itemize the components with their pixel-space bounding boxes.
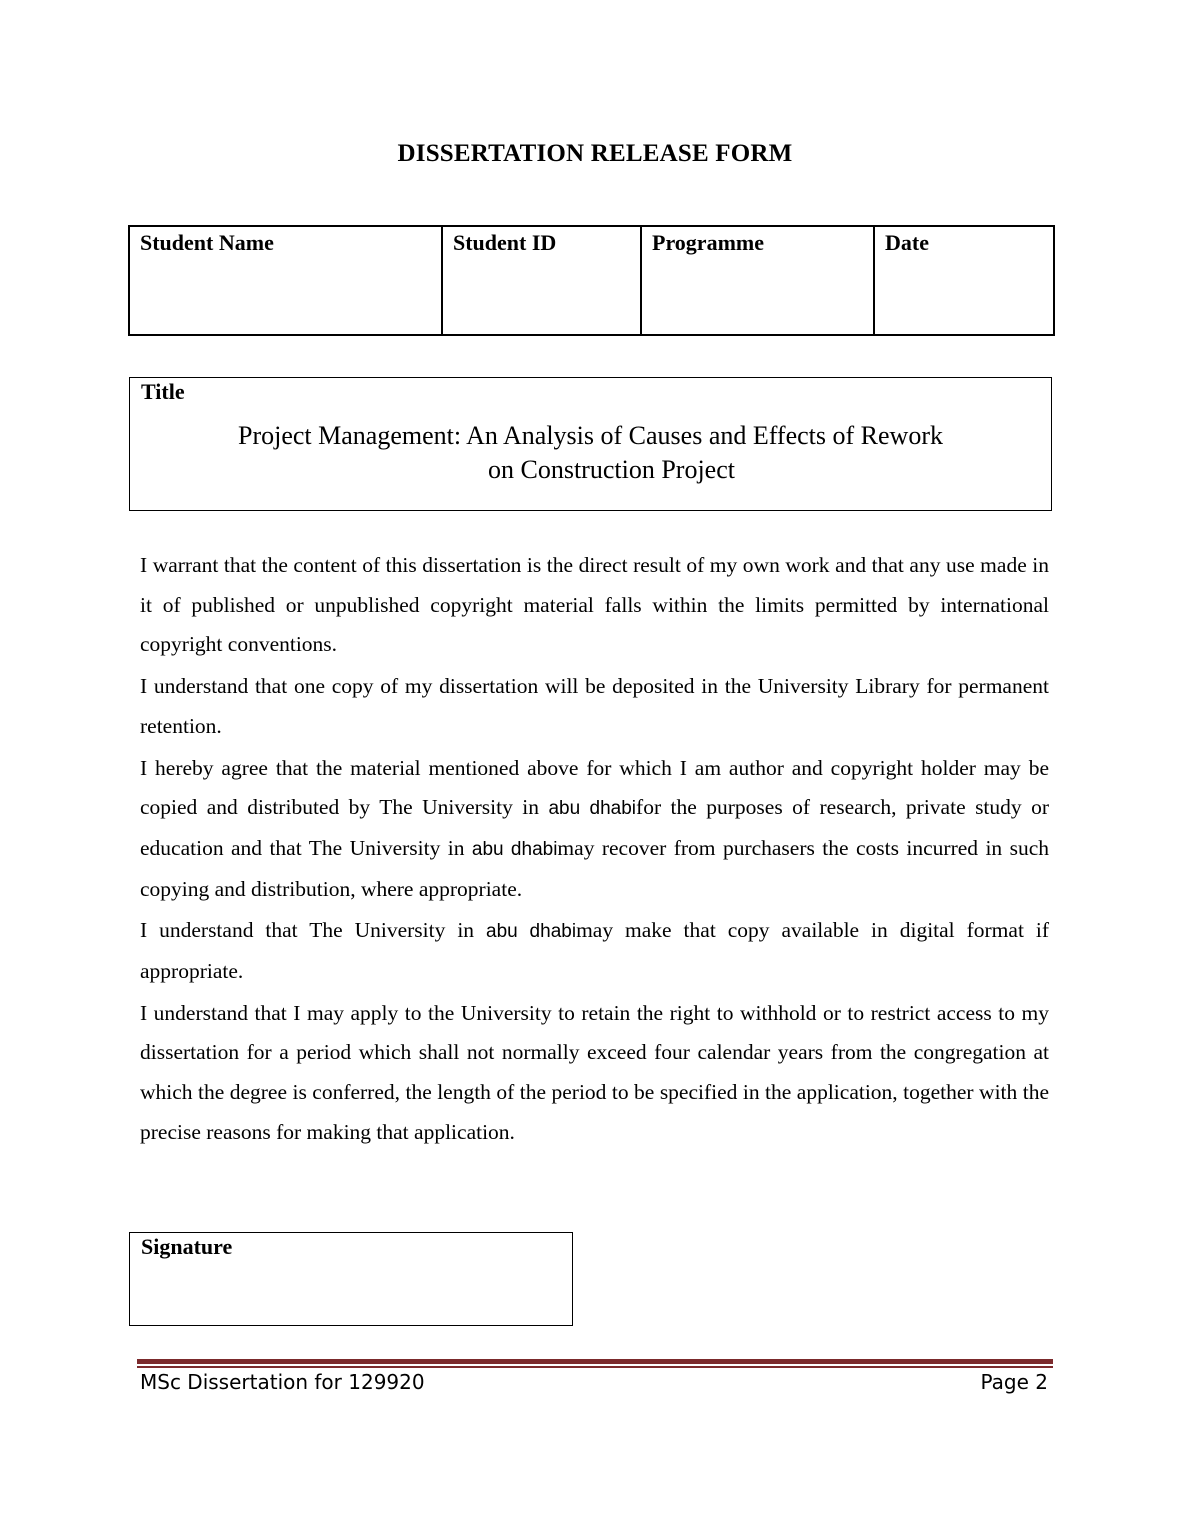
date-cell[interactable] bbox=[874, 226, 1054, 335]
declaration-body bbox=[140, 546, 1049, 1155]
p4-text-b: may make that copy available in digital format if appropriate. bbox=[140, 918, 1050, 984]
declaration-paragraph-3 bbox=[140, 749, 1049, 910]
p3-text-c: may recover from purchasers the costs incurred in such copying and distribution, where appropriate. bbox=[140, 835, 1049, 901]
student-name-cell[interactable] bbox=[129, 226, 442, 335]
p3-place-2: abu dhabi bbox=[471, 838, 558, 860]
dissertation-title-line-2: on Construction Project bbox=[488, 455, 735, 484]
p4-place: abu dhabi bbox=[486, 921, 577, 943]
programme-label: Programme bbox=[652, 230, 764, 255]
p3-text-a: I hereby agree that the material mentioned above for which I am author and copyright holder may be copied and distributed by The University in bbox=[140, 755, 1049, 820]
p4-text-a: I understand that The University in bbox=[140, 918, 486, 943]
date-label: Date bbox=[885, 230, 929, 255]
student-info-table bbox=[128, 225, 1055, 336]
signature-label: Signature bbox=[141, 1234, 233, 1259]
student-info-row bbox=[129, 226, 1054, 335]
p3-text-b: for the purposes of research, private study or education and that The University in bbox=[140, 795, 1050, 860]
footer-page-number: Page 2 bbox=[980, 1370, 1048, 1394]
declaration-paragraph-4 bbox=[140, 911, 1049, 991]
student-id-label: Student ID bbox=[453, 230, 557, 255]
form-heading: DISSERTATION RELEASE FORM bbox=[397, 140, 793, 167]
declaration-paragraph-2: I understand that one copy of my dissertation will be deposited in the University Library for permanent retention. bbox=[140, 674, 1049, 738]
programme-cell[interactable] bbox=[641, 226, 874, 335]
declaration-paragraph-5: I understand that I may apply to the University to retain the right to withhold or to restrict access to my dissertation for a period which shall not normally exceed four calendar years from the congregation at which the degree is conferred, the length of the period to be specified in the application, together with the precise reasons for making that application. bbox=[140, 1000, 1049, 1144]
declaration-paragraph-1: I warrant that the content of this dissertation is the direct result of my own work and that any use made in it of published or unpublished copyright material falls within the limits permitted by international copyright conventions. bbox=[140, 553, 1049, 657]
student-name-label: Student Name bbox=[140, 230, 274, 255]
footer-rule-thin bbox=[137, 1366, 1053, 1368]
signature-box[interactable] bbox=[129, 1232, 573, 1326]
footer-dissertation-label: MSc Dissertation for 129920 bbox=[140, 1370, 425, 1394]
footer-rule-thick bbox=[137, 1359, 1053, 1364]
dissertation-title bbox=[130, 419, 1051, 487]
title-label: Title bbox=[141, 379, 185, 404]
title-box bbox=[129, 377, 1052, 511]
student-id-cell[interactable] bbox=[442, 226, 641, 335]
dissertation-title-line-1: Project Management: An Analysis of Causes and Effects of Rework bbox=[238, 421, 943, 450]
p3-place-1: abu dhabi bbox=[548, 798, 637, 820]
